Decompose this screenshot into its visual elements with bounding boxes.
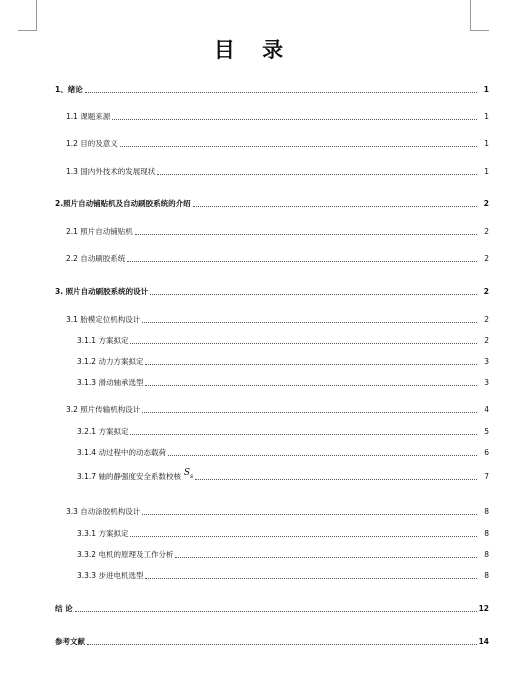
toc-entry-page: 1	[484, 167, 489, 176]
toc-entry[interactable]	[77, 424, 489, 437]
dot-leader	[130, 433, 477, 435]
toc-entry-label: 3.3 自动涂胶机构设计	[66, 507, 141, 516]
toc-entry[interactable]	[55, 284, 489, 297]
toc-entry-label: 3.3.3 步进电机选型	[77, 571, 144, 580]
toc-entry[interactable]	[77, 375, 489, 388]
toc-entry[interactable]	[77, 526, 489, 539]
toc-entry-page: 3	[484, 357, 489, 366]
toc-entry[interactable]	[55, 196, 489, 209]
safety-factor-symbol: $S_s$	[183, 468, 194, 480]
toc-entry-page: 1	[484, 112, 489, 121]
toc-entry[interactable]	[77, 568, 489, 581]
toc-entry-label: 3.3.1 方案拟定	[77, 529, 129, 538]
dot-leader	[193, 205, 477, 207]
toc-entry-label: 2.2 自动刷胶系统	[66, 254, 126, 263]
toc-entry-page: 8	[484, 550, 489, 559]
dot-leader	[142, 513, 477, 515]
dot-leader	[142, 321, 477, 323]
toc-entry[interactable]	[55, 634, 489, 647]
toc-entry-page: 1	[483, 85, 489, 94]
toc-entry-label: 结 论	[55, 604, 73, 613]
dot-leader	[85, 91, 477, 93]
toc-entry[interactable]	[66, 136, 489, 149]
dot-leader	[195, 478, 477, 480]
dot-leader	[157, 173, 477, 175]
dot-leader	[145, 384, 477, 386]
dot-leader	[130, 535, 477, 537]
toc-entry-label: 2.1 照片自动铺贴机	[66, 227, 133, 236]
toc-entry-label: 3.1.2 动力方案拟定	[77, 357, 144, 366]
dot-leader	[150, 293, 477, 295]
dot-leader	[75, 610, 477, 612]
toc-entry-label: 3.1.3 滑动轴承选型	[77, 378, 144, 387]
toc-entry-page: 8	[484, 507, 489, 516]
toc-entry-label: 1、绪论	[55, 85, 83, 94]
toc-entry-page: 3	[484, 378, 489, 387]
toc-title: 目 录	[213, 37, 294, 62]
toc-entry[interactable]	[55, 82, 489, 95]
toc-entry[interactable]	[66, 251, 489, 264]
toc-entry-page: 4	[484, 405, 489, 414]
dot-leader	[87, 643, 477, 645]
dot-leader	[145, 577, 477, 579]
toc-entry[interactable]	[77, 547, 489, 560]
toc-entry-label: 参考文献	[55, 637, 85, 646]
toc-entry-label: 3.1.1 方案拟定	[77, 336, 129, 345]
toc-entry[interactable]	[77, 333, 489, 346]
toc-entry-label: 3.2.1 方案拟定	[77, 427, 129, 436]
toc-entry-label: 1.2 目的及意义	[66, 139, 118, 148]
dot-leader	[168, 454, 477, 456]
dot-leader	[175, 556, 477, 558]
toc-entry-page: 2	[484, 227, 489, 236]
dot-leader	[112, 118, 477, 120]
toc-entry-page: 6	[484, 448, 489, 457]
toc-entry[interactable]	[55, 601, 489, 614]
toc-entry-page: 12	[478, 604, 489, 613]
toc-entry-label: 3.1.4 动过程中的动态载荷	[77, 448, 166, 457]
dot-leader	[135, 233, 477, 235]
toc-entry-page: 2	[484, 315, 489, 324]
toc-entry-page: 2	[483, 287, 489, 296]
toc-entry-label: 3.1 胎模定位机构设计	[66, 315, 141, 324]
toc-entry[interactable]	[66, 504, 489, 517]
dot-leader	[127, 260, 477, 262]
toc-entry-page: 2	[484, 336, 489, 345]
toc-entry[interactable]	[77, 445, 489, 458]
dot-leader	[142, 411, 477, 413]
toc-entry-label: 1.1 课题来源	[66, 112, 111, 121]
toc-entry-label: 1.3 国内外技术的发展现状	[66, 167, 156, 176]
toc-entry-page: 7	[484, 472, 489, 481]
toc-entry-label: 3.1.7 轴的静强度安全系数校核	[77, 472, 181, 481]
toc-entry-label: 3.3.2 电机的原理及工作分析	[77, 550, 174, 559]
toc-entry-label: 3. 照片自动刷胶系统的设计	[55, 287, 149, 296]
dot-leader	[130, 342, 477, 344]
toc-entry-page: 8	[484, 529, 489, 538]
toc-entry[interactable]	[66, 312, 489, 325]
toc-entry[interactable]	[66, 402, 489, 415]
toc-entry-page: 2	[483, 199, 489, 208]
toc-entry-label: 3.2 照片传输机构设计	[66, 405, 141, 414]
toc-entry[interactable]	[66, 109, 489, 122]
toc-entry-page: 5	[484, 427, 489, 436]
toc-entry[interactable]	[66, 164, 489, 177]
dot-leader	[120, 145, 477, 147]
toc-entry-page: 8	[484, 571, 489, 580]
toc-entry-page: 2	[484, 254, 489, 263]
toc-entry[interactable]	[77, 354, 489, 367]
toc-entry-page: 14	[478, 637, 489, 646]
toc-entry[interactable]	[66, 224, 489, 237]
dot-leader	[145, 363, 477, 365]
toc-entry[interactable]	[77, 469, 489, 482]
toc-entry-page: 1	[484, 139, 489, 148]
toc-entry-label: 2.照片自动铺贴机及自动刷胶系统的介绍	[55, 199, 191, 208]
